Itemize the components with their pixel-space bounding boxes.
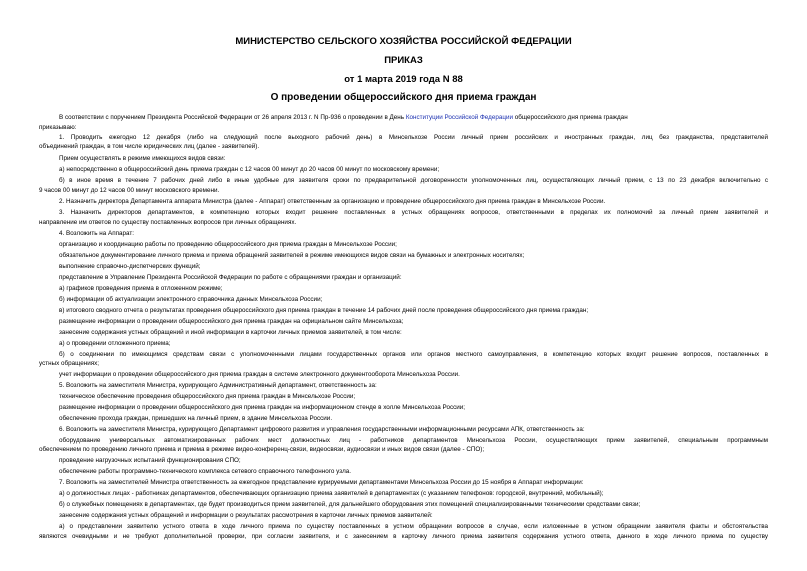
intro-text-b: общероссийского дня приема граждан (512, 114, 628, 121)
paragraph-line: 4. Возложить на Аппарат: (59, 230, 135, 237)
paragraph-line: обеспечением по проведению личного приема и приема в режиме видео-конференц-связи, видеосвязи, аудиосвязи и иных видов связи (далее - СПО); (39, 446, 485, 453)
date-number: от 1 марта 2019 года N 88 (344, 74, 463, 85)
paragraph-line: оборудование универсальных автоматизированных рабочих мест должностных лиц - работников департаментов Минсельхоза России, осуществляющих прием заявителей, специальным программным (59, 437, 768, 444)
paragraph-line: б) о служебных помещениях в департаментах, где будет производиться прием заявителей, для дальнейшего оборудования этих помещений специализированными техническими средствами связи; (59, 501, 641, 508)
paragraph-line: размещение информации о проведении общероссийского дня приема граждан на информационном стенде в холле Минсельхоза России; (59, 404, 466, 411)
intro-order-word: приказываю: (39, 124, 77, 131)
paragraph-line: 6. Возложить на заместителя Министра, курирующего Департамент цифрового развития и управления государственными информационными ресурсами АПК, ответственность за: (59, 426, 585, 433)
paragraph-line: обеспечение прохода граждан, пришедших на личный прием, в здание Минсельхоза России. (59, 415, 333, 422)
paragraph-line: направление им ответов по существу поставленных вопросов при личных обращениях. (39, 219, 297, 226)
paragraph-line: б) в иное время в течение 7 рабочих дней либо в иные удобные для заявителя сроки по предварительной договоренности уполномоченных лиц, осуществляющих личный прием, с 13 по 23 декабря включительно с (59, 177, 768, 184)
paragraph-line: б) информации об актуализации электронного справочника данных Минсельхоза России; (59, 296, 323, 303)
paragraph-line: а) графиков проведения приема в отложенном режиме; (59, 285, 223, 292)
paragraph-line: Прием осуществлять в режиме имеющихся видов связи: (59, 155, 226, 162)
paragraph-line: занесение содержания устных обращений и иной информации в карточки личных приемов заявителей, в том числе: (59, 329, 402, 336)
paragraph-line: 3. Назначить директоров департаментов, в компетенцию которых входит решение поставленных в устных обращениях вопросов, ответственными в пределах их полномочий за личный прием заявителей и (59, 209, 768, 216)
paragraph-line: 2. Назначить директора Департамента аппарата Министра (далее - Аппарат) ответственным за организацию и проведение общероссийского дня приема граждан в Минсельхозе России. (59, 198, 606, 205)
paragraph-line: обязательное документирование личного приема и приема обращений заявителей в режиме имеющихся видов связи на бумажных и электронных носителях; (59, 252, 525, 259)
paragraph-line: объединений граждан, в том числе юридических лиц (далее - заявителей). (39, 143, 260, 150)
paragraph-line: учет информации о проведении общероссийского дня приема граждан в системе электронного документооборота Минсельхоза России. (59, 371, 460, 378)
paragraph-line: 9 часов 00 минут до 12 часов 00 минут московского времени. (39, 187, 220, 194)
doc-type-heading: ПРИКАЗ (384, 55, 423, 66)
paragraph-line: а) о должностных лицах - работниках департаментов, обеспечивающих организацию приема заявителей в департаментах (с указанием телефонов: городской, внутренний, мобильный); (59, 490, 604, 497)
paragraph-line: 7. Возложить на заместителей Министра ответственность за ежегодное представление курируемыми департаментами Минсельхоза России до 15 ноября в Аппарат информации: (59, 479, 584, 486)
paragraph-line: 1. Проводить ежегодно 12 декабря (либо на следующий после выходного рабочий день) в Минсельхозе России личный прием российских и иностранных граждан, лиц без гражданства, представителей (59, 134, 768, 141)
paragraph-line: а) непосредственно в общероссийский день приема граждан с 12 часов 00 минут до 20 часов 00 минут по московскому времени; (59, 166, 440, 173)
paragraph-line: являются очевидными и не требуют дополнительной проверки, при согласии заявителя, и с занесением в карточку личного приема заявителя содержания устного ответа, данного в ходе личного приема по существу (39, 533, 768, 540)
paragraph-line: в) итогового сводного отчета о результатах проведения общероссийского дня приема граждан в течение 14 рабочих дней после проведения общероссийского дня приема граждан; (59, 307, 589, 314)
paragraph-line: организацию и координацию работы по проведению общероссийского дня приема граждан в Минсельхозе России; (59, 241, 397, 248)
constitution-link[interactable]: Конституции Российской Федерации (405, 114, 513, 121)
paragraph-line: а) о представлении заявителю устного ответа в ходе личного приема по существу поставленных в устном обращении вопросов в случае, если изложенные в устном обращении заявителя факты и обстоятельства (59, 523, 768, 530)
paragraph-line: устных обращениях; (39, 360, 100, 367)
paragraph-line: занесение содержания устных обращений и информации о результатах рассмотрения в карточки личных приемов заявителей: (59, 512, 433, 519)
paragraph-line: размещение информации о проведении общероссийского дня приема граждан на официальном сайте Минсельхоза; (59, 318, 404, 325)
intro-line (59, 114, 628, 122)
paragraph-line: проведение нагрузочных испытаний функционирования СПО; (59, 457, 241, 464)
document-title: О проведении общероссийского дня приема граждан (270, 92, 537, 103)
paragraph-line: представление в Управление Президента Российской Федерации по работе с обращениями граждан и организаций: (59, 274, 402, 281)
paragraph-line: обеспечение работы программно-технического комплекса сетевого справочного телефонного узла. (59, 468, 351, 475)
ministry-heading: МИНИСТЕРСТВО СЕЛЬСКОГО ХОЗЯЙСТВА РОССИЙСКОЙ ФЕДЕРАЦИИ (235, 36, 572, 47)
paragraph-line: техническое обеспечение проведения общероссийского дня приема граждан в Минсельхозе России; (59, 393, 356, 400)
paragraph-line: а) о проведении отложенного приема; (59, 340, 171, 347)
intro-text-a: В соответствии с поручением Президента Российской Федерации от 26 апреля 2013 г. N Пр-936 о проведении в День (59, 114, 406, 121)
paragraph-line: 5. Возложить на заместителя Министра, курирующего Административный департамент, ответственность за: (59, 382, 377, 389)
paragraph-line: б) о соединении по имеющимся средствам связи с уполномоченными лицами государственных органов или органов местного самоуправления, в компетенцию которых входит решение вопросов, поставленных в (59, 351, 768, 358)
paragraph-line: выполнение справочно-диспетчерских функций; (59, 263, 201, 270)
